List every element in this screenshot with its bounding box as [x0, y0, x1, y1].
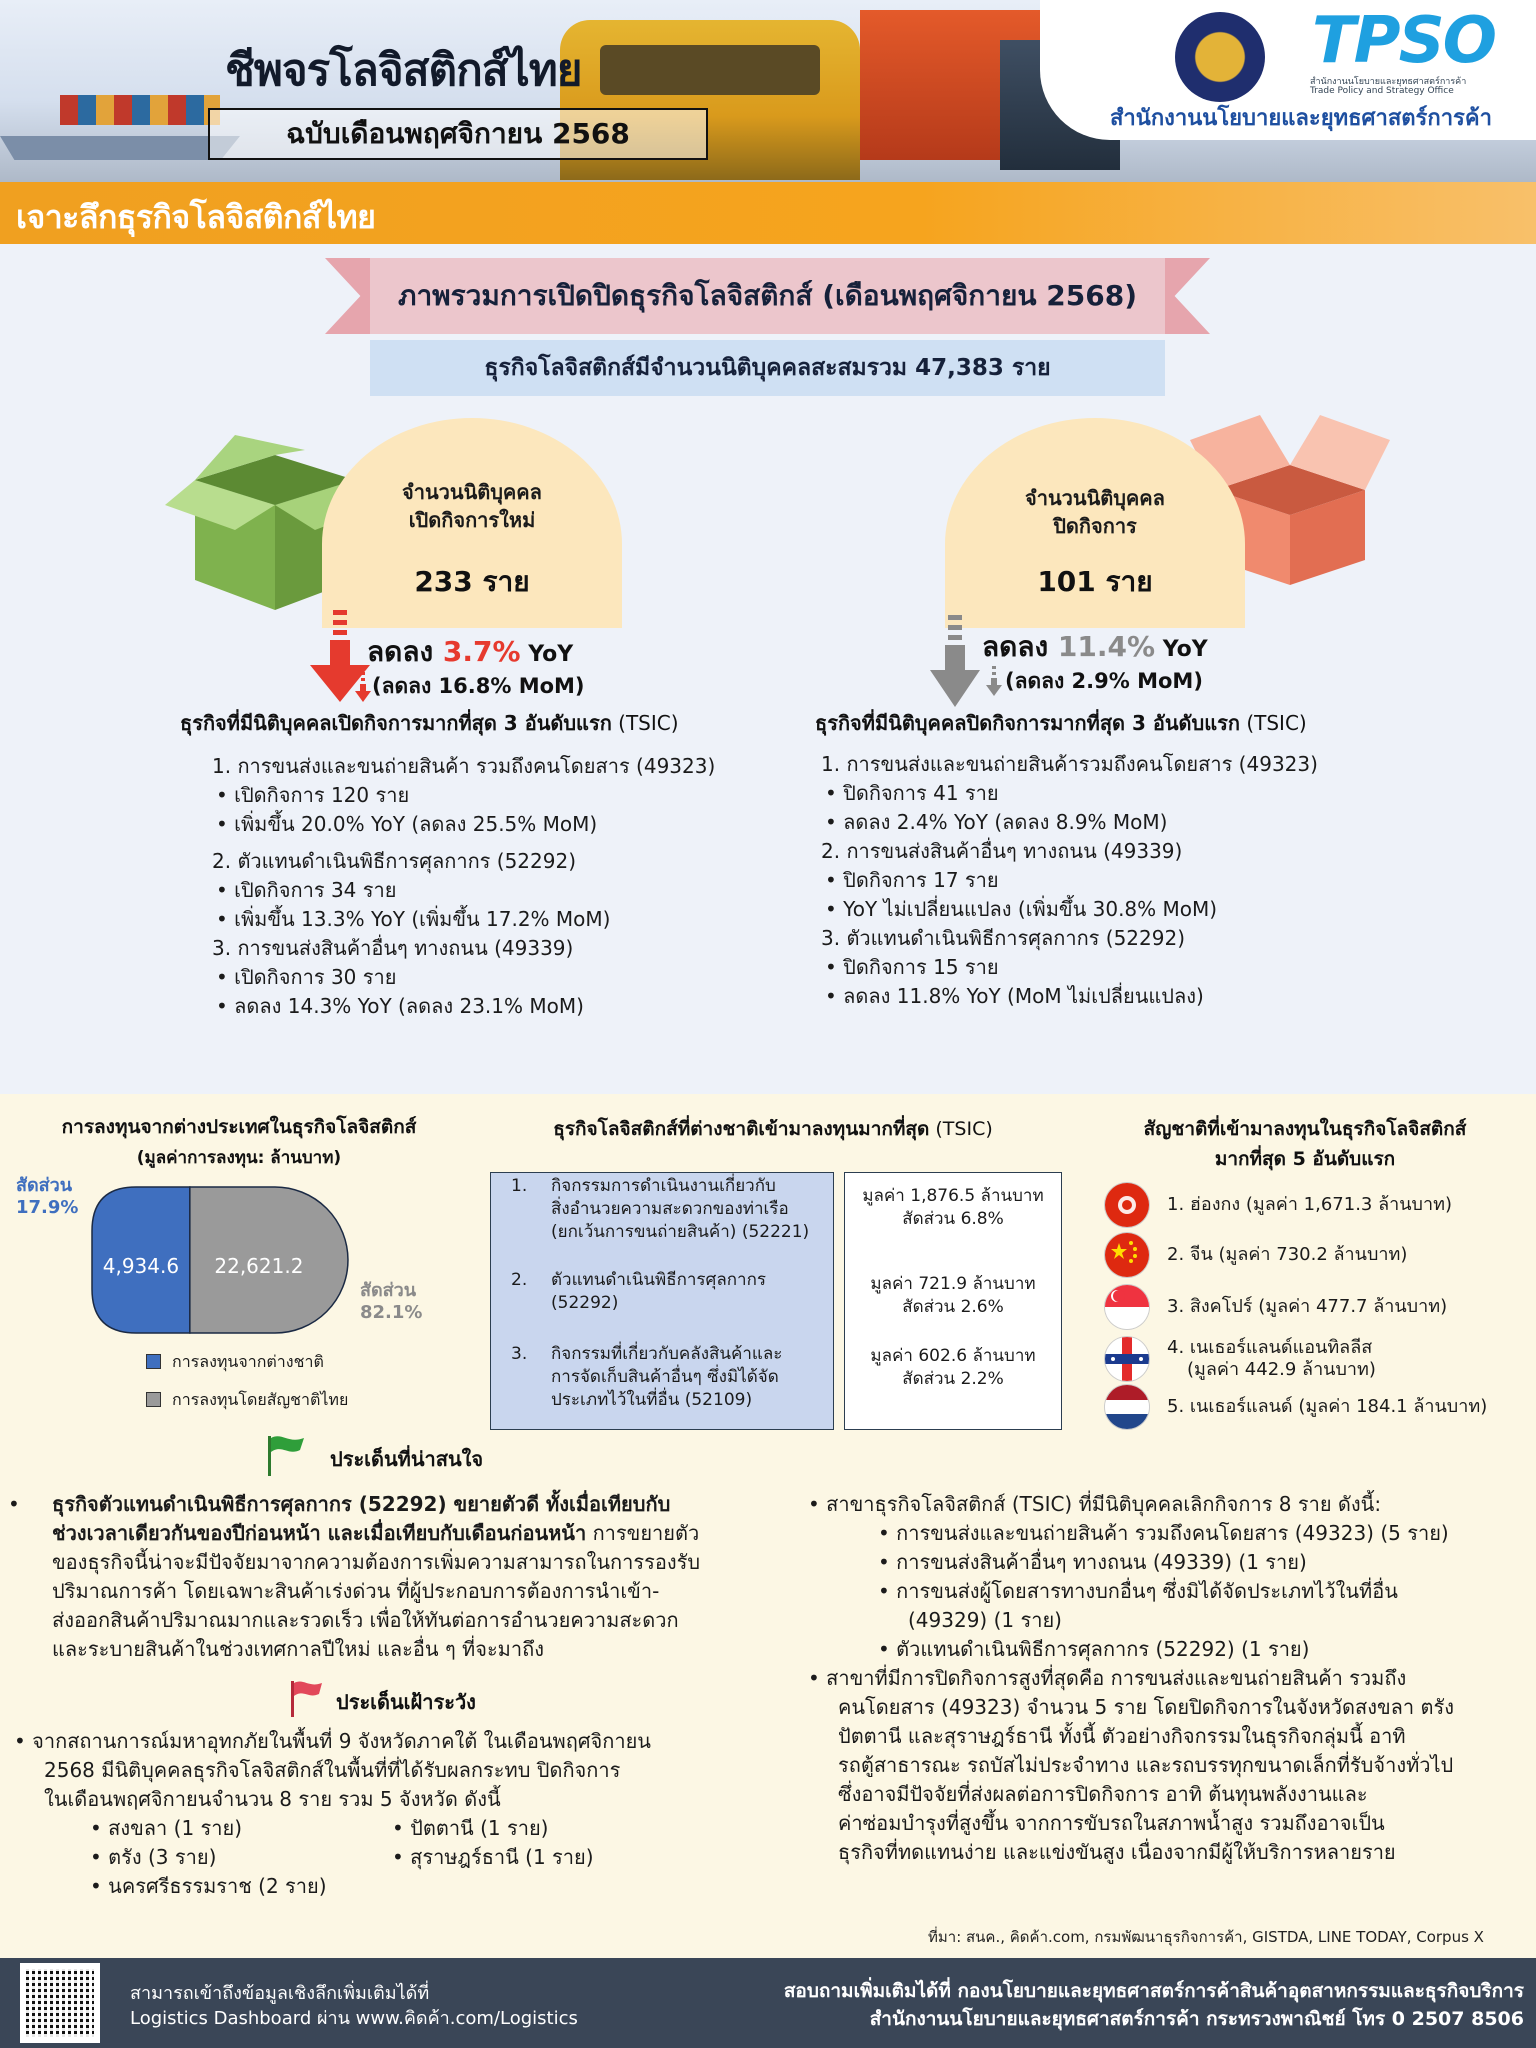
- opened-top3-list: [206, 752, 715, 1021]
- overview-ribbon-inner: [370, 258, 1165, 334]
- foreign-top-tag: (TSIC): [929, 1118, 993, 1140]
- investment-subtitle: (มูลค่าการลงทุน: ล้านบาท): [136, 1148, 342, 1168]
- caution-line: ในเดือนพฤศจิกายนจำนวน 8 ราย รวม 5 จังหวัด ดังนี้: [44, 1787, 501, 1811]
- table-row-value: [845, 1185, 1061, 1231]
- row-line: สิ่งอำนวยความสะดวกของท่าเรือ: [551, 1199, 789, 1219]
- country-label: 3. สิงคโปร์ (มูลค่า 477.7 ล้านบาท): [1167, 1296, 1448, 1317]
- foreign-top-title: [498, 1114, 1048, 1144]
- p1-line: และระบายสินค้าในช่วงเทศกาลปีใหม่ และอื่น ๆ ที่จะมาถึง: [52, 1637, 544, 1661]
- closed-top3-title: ธุรกิจที่มีนิติบุคคลปิดกิจการมากที่สุด 3 อันดับแรก: [815, 711, 1240, 735]
- ministry-emblem-icon: [1175, 12, 1265, 102]
- row-line: ตัวแทนดำเนินพิธีการศุลกากร: [551, 1270, 767, 1290]
- bar-foreign-label: 4,934.6: [102, 1254, 180, 1278]
- p1-line: ปริมาณการค้า โดยเฉพาะสินค้าเร่งด่วน ที่ผู้ประกอบการต้องการนำเข้า-: [52, 1579, 660, 1603]
- province-item: • นครศรีธรรมราช (2 ราย): [90, 1874, 327, 1898]
- closure-sub-item: • การขนส่งสินค้าอื่นๆ ทางถนน (49339) (1 ราย): [878, 1550, 1307, 1574]
- table-row-value: [845, 1345, 1061, 1391]
- caution-heading: ประเด็นเฝ้าระวัง: [336, 1690, 476, 1714]
- qr-code-icon[interactable]: [20, 1963, 100, 2043]
- country-item-singapore: [1105, 1284, 1447, 1330]
- foreign-top-title-text: ธุรกิจโลจิสติกส์ที่ต่างชาติเข้ามาลงทุนมากที่สุด: [553, 1118, 930, 1140]
- list-item-bullet: • ปิดกิจการ 41 ราย: [825, 781, 999, 805]
- p1-bold-2: ช่วงเวลาเดียวกันของปีก่อนหน้า และเมื่อเทียบกับเดือนก่อนหน้า: [52, 1521, 587, 1545]
- foreign-share-value: 17.9%: [16, 1197, 79, 1218]
- list-item-title: 1. การขนส่งและขนถ่ายสินค้ารวมถึงคนโดยสาร (49323): [821, 752, 1318, 776]
- red-flag-icon: [286, 1678, 326, 1718]
- country-label-line: 4. เนเธอร์แลนด์แอนทิลลีส: [1167, 1337, 1373, 1358]
- country-label: 1. ฮ่องกง (มูลค่า 1,671.3 ล้านบาท): [1167, 1194, 1452, 1215]
- closure-line: ธุรกิจที่ทดแทนง่าย และแข่งขันสูง เนื่องจากมีผู้ให้บริการหลายราย: [838, 1840, 1396, 1864]
- row-line: กิจกรรมที่เกี่ยวกับคลังสินค้าและ: [551, 1344, 783, 1364]
- footer-dashboard-link[interactable]: Logistics Dashboard ผ่าน www.คิดค้า.com/Logistics: [130, 2008, 578, 2029]
- thai-share-label: [360, 1280, 422, 1324]
- list-item-bullet: • YoY ไม่เปลี่ยนแปลง (เพิ่มขึ้น 30.8% MoM): [825, 897, 1218, 921]
- opened-label-2: เปิดกิจการใหม่: [408, 508, 536, 532]
- agency-name: สำนักงานนโยบายและยุทธศาสตร์การค้า: [1110, 106, 1492, 131]
- closure-line: ค่าซ่อมบำรุงที่สูงขึ้น จากการขับรถในสภาพน้ำสูง รวมถึงอาจเป็น: [838, 1811, 1385, 1835]
- band-title: เจาะลึกธุรกิจโลจิสติกส์ไทย: [16, 198, 376, 236]
- tpso-logo-sub-th: สำนักงานนโยบายและยุทธศาสตร์การค้า: [1310, 77, 1467, 87]
- list-item-bullet: • เพิ่มขึ้น 20.0% YoY (ลดลง 25.5% MoM): [216, 812, 598, 836]
- china-flag-icon: [1105, 1233, 1149, 1277]
- footer-contact-line-1: สอบถามเพิ่มเติมได้ที่ กองนโยบายและยุทธศาสตร์การค้าสินค้าอุตสาหกรรมและธุรกิจบริการ: [783, 1980, 1524, 2002]
- foreign-share-label: [16, 1175, 78, 1219]
- singapore-flag-icon: [1105, 1285, 1149, 1329]
- list-item-bullet: • ลดลง 2.4% YoY (ลดลง 8.9% MoM): [825, 810, 1168, 834]
- row-line: ประเภทไว้ในที่อื่น (52109): [551, 1390, 753, 1410]
- table-row: [511, 1175, 810, 1242]
- table-row-value: [845, 1273, 1061, 1319]
- row-share: สัดส่วน 2.2%: [902, 1369, 1004, 1389]
- list-item-bullet: • เปิดกิจการ 30 ราย: [216, 965, 397, 989]
- investment-title: การลงทุนจากต่างประเทศในธุรกิจโลจิสติกส์: [61, 1116, 417, 1138]
- main-title: ชีพจรโลจิสติกส์ไทย: [225, 45, 582, 96]
- province-item: • สุราษฎร์ธานี (1 ราย): [392, 1845, 594, 1869]
- legend-thai-label: การลงทุนโดยสัญชาติไทย: [172, 1390, 349, 1409]
- province-item: • สงขลา (1 ราย): [90, 1816, 243, 1840]
- row-value: มูลค่า 602.6 ล้านบาท: [870, 1346, 1036, 1366]
- caution-paragraph: [14, 1727, 804, 1814]
- list-item-title: 3. ตัวแทนดำเนินพิธีการศุลกากร (52292): [821, 926, 1186, 950]
- opened-top3-heading: [180, 707, 679, 739]
- country-label: 2. จีน (มูลค่า 730.2 ล้านบาท): [1167, 1244, 1408, 1265]
- opened-label-1: จำนวนนิติบุคคล: [402, 480, 542, 504]
- row-text: [551, 1175, 809, 1244]
- tpso-logo: TPSO: [1312, 4, 1496, 78]
- closure-sub-item: • การขนส่งและขนถ่ายสินค้า รวมถึงคนโดยสาร (49323) (5 ราย): [878, 1521, 1449, 1545]
- closed-change-pct: 11.4%: [1057, 630, 1156, 663]
- opened-change-prefix: ลดลง: [367, 635, 443, 668]
- netherlands-antilles-flag-icon: [1105, 1337, 1149, 1381]
- closed-change-suffix: YoY: [1155, 637, 1208, 662]
- closure-sub-item: (49329) (1 ราย): [908, 1608, 1062, 1632]
- foreign-top-table: [490, 1172, 834, 1430]
- closure-line: • สาขาที่มีการปิดกิจการสูงที่สุดคือ การขนส่งและขนถ่ายสินค้า รวมถึง: [808, 1666, 1407, 1690]
- opened-top3-title: ธุรกิจที่มีนิติบุคคลเปิดกิจการมากที่สุด 3 อันดับแรก: [180, 711, 612, 735]
- nationalities-title-2: มากที่สุด 5 อันดับแรก: [1214, 1148, 1396, 1170]
- investment-chart: [90, 1185, 350, 1335]
- share-word: สัดส่วน: [360, 1280, 417, 1301]
- opened-value: 233 ราย: [414, 565, 530, 598]
- row-share: สัดส่วน 6.8%: [902, 1209, 1004, 1229]
- country-item-china: [1105, 1232, 1407, 1278]
- p1-bullet: •: [8, 1492, 20, 1516]
- closed-label-1: จำนวนนิติบุคคล: [1025, 486, 1165, 510]
- edition-box: [208, 108, 708, 160]
- closure-sub-item: • ตัวแทนดำเนินพิธีการศุลกากร (52292) (1 ราย): [878, 1637, 1310, 1661]
- row-text: [551, 1343, 782, 1412]
- hong-kong-flag-icon: [1105, 1183, 1149, 1227]
- p1-rest-1: การขยายตัว: [586, 1521, 700, 1545]
- province-item: • ปัตตานี (1 ราย): [392, 1816, 549, 1840]
- containers-illustration: [60, 95, 220, 125]
- opened-change-suffix: YoY: [520, 642, 574, 667]
- list-item-title: 1. การขนส่งและขนถ่ายสินค้า รวมถึงคนโดยสาร (49323): [212, 754, 716, 778]
- tpso-logo-sub-en: Trade Policy and Strategy Office: [1310, 86, 1454, 96]
- closure-branches: [808, 1490, 1528, 1867]
- list-item-bullet: • ลดลง 11.8% YoY (MoM ไม่เปลี่ยนแปลง): [825, 984, 1204, 1008]
- title-box: [205, 30, 745, 96]
- interesting-heading: ประเด็นที่น่าสนใจ: [330, 1447, 484, 1471]
- list-item-bullet: • ปิดกิจการ 17 ราย: [825, 868, 999, 892]
- legend-foreign-label: การลงทุนจากต่างชาติ: [172, 1352, 324, 1371]
- row-value: มูลค่า 1,876.5 ล้านบาท: [862, 1186, 1044, 1206]
- footer-dashboard-line-1: สามารถเข้าถึงข้อมูลเชิงลึกเพิ่มเติมได้ที่: [130, 1983, 430, 2004]
- small-down-arrow-grey-icon: [985, 666, 1003, 696]
- closure-line: คนโดยสาร (49323) จำนวน 5 ราย โดยปิดกิจการในจังหวัดสงขลา ตรัง: [838, 1695, 1454, 1719]
- p1-bold-1: ธุรกิจตัวแทนดำเนินพิธีการศุลกากร (52292) ขยายตัวดี ทั้งเมื่อเทียบกับ: [52, 1492, 671, 1516]
- legend-foreign-swatch: [146, 1354, 161, 1369]
- list-item-title: 2. ตัวแทนดำเนินพิธีการศุลกากร (52292): [212, 849, 577, 873]
- list-item-bullet: • เปิดกิจการ 34 ราย: [216, 878, 397, 902]
- country-label: 5. เนเธอร์แลนด์ (มูลค่า 184.1 ล้านบาท): [1167, 1396, 1488, 1417]
- country-label-line: (มูลค่า 442.9 ล้านบาท): [1187, 1359, 1376, 1380]
- table-row: [511, 1269, 767, 1313]
- row-number: 2.: [511, 1270, 528, 1290]
- closed-mom-change: (ลดลง 2.9% MoM): [1005, 669, 1203, 693]
- caution-line: 2568 มีนิติบุคคลธุรกิจโลจิสติกส์ในพื้นที่ที่ได้รับผลกระทบ ปิดกิจการ: [44, 1758, 621, 1782]
- row-number: 1.: [511, 1176, 528, 1196]
- small-down-arrow-red-icon: [354, 672, 372, 702]
- closure-line: • สาขาธุรกิจโลจิสติกส์ (TSIC) ที่มีนิติบุคคลเลิกกิจการ 8 ราย ดังนี้:: [808, 1492, 1382, 1516]
- closed-change-prefix: ลดลง: [982, 630, 1058, 663]
- row-line: (52292): [551, 1293, 619, 1313]
- list-item-title: 2. การขนส่งสินค้าอื่นๆ ทางถนน (49339): [821, 839, 1183, 863]
- country-label: [1167, 1337, 1376, 1381]
- p1-line: ของธุรกิจนี้น่าจะมีปัจจัยมาจากความต้องการเพิ่มความสามารถในการรองรับ: [52, 1550, 701, 1574]
- opened-change-pct: 3.7%: [442, 635, 521, 668]
- closed-value: 101 ราย: [1037, 565, 1153, 598]
- overview-title: ภาพรวมการเปิดปิดธุรกิจโลจิสติกส์ (เดือนพฤศจิกายน 2568): [397, 279, 1137, 312]
- interesting-paragraph: [52, 1490, 802, 1664]
- province-item: • ตรัง (3 ราย): [90, 1845, 217, 1869]
- green-flag-icon: [262, 1432, 308, 1476]
- row-line: กิจกรรมการดำเนินงานเกี่ยวกับ: [551, 1176, 776, 1196]
- list-item-title: 3. การขนส่งสินค้าอื่นๆ ทางถนน (49339): [212, 936, 574, 960]
- closure-line: รถตู้สาธารณะ รถบัสไม่ประจำทาง และรถบรรทุกขนาดเล็กที่รับจ้างทั่วไป: [838, 1753, 1454, 1777]
- closed-top3-tag: (TSIC): [1239, 711, 1307, 735]
- netherlands-flag-icon: [1105, 1385, 1149, 1429]
- closed-top3-list: [815, 750, 1318, 1011]
- closure-line: ปัตตานี และสุราษฎร์ธานี ทั้งนี้ ตัวอย่างกิจกรรมในธุรกิจกลุ่มนี้ อาทิ: [838, 1724, 1406, 1748]
- p1-line: ส่งออกสินค้าปริมาณมากและรวดเร็ว เพื่อให้ทันต่อการอำนวยความสะดวก: [52, 1608, 679, 1632]
- cumulative-ribbon: [370, 340, 1165, 396]
- foreign-top-values: [844, 1172, 1062, 1430]
- footer-contact-line-2: สำนักงานนโยบายและยุทธศาสตร์การค้า กระทรวงพาณิชย์ โทร 0 2507 8506: [869, 2008, 1524, 2030]
- caution-line: • จากสถานการณ์มหาอุทกภัยในพื้นที่ 9 จังหวัดภาคใต้ ในเดือนพฤศจิกายน: [14, 1729, 651, 1753]
- row-number: 3.: [511, 1344, 528, 1364]
- closure-line: ซึ่งอาจมีปัจจัยที่ส่งผลต่อการปิดกิจการ อาทิ ต้นทุนพลังงานและ: [838, 1782, 1368, 1806]
- list-item-bullet: • เปิดกิจการ 120 ราย: [216, 783, 410, 807]
- opened-top3-tag: (TSIC): [611, 711, 679, 735]
- sources-note: ที่มา: สนค., คิดค้า.com, กรมพัฒนาธุรกิจการค้า, GISTDA, LINE TODAY, Corpus X: [928, 1928, 1484, 1946]
- thai-share-value: 82.1%: [360, 1302, 423, 1323]
- closure-sub-item: • การขนส่งผู้โดยสารทางบกอื่นๆ ซึ่งมิได้จัดประเภทไว้ในที่อื่น: [878, 1579, 1398, 1603]
- list-item-bullet: • เพิ่มขึ้น 13.3% YoY (เพิ่มขึ้น 17.2% MoM): [216, 907, 611, 931]
- row-line: (ยกเว้นการขนถ่ายสินค้า) (52221): [551, 1222, 810, 1242]
- nationalities-title-1: สัญชาติที่เข้ามาลงทุนในธุรกิจโลจิสติกส์: [1143, 1118, 1467, 1140]
- row-share: สัดส่วน 2.6%: [902, 1297, 1004, 1317]
- opened-mom-change: (ลดลง 16.8% MoM): [372, 674, 585, 698]
- down-arrow-grey-icon: [930, 615, 980, 707]
- country-item-netherlands-antilles: [1105, 1336, 1376, 1382]
- country-item-netherlands: [1105, 1384, 1487, 1430]
- list-item-bullet: • ปิดกิจการ 15 ราย: [825, 955, 999, 979]
- table-row: [511, 1343, 783, 1410]
- closed-label-2: ปิดกิจการ: [1053, 514, 1137, 538]
- section-band: [0, 182, 1536, 244]
- share-word: สัดส่วน: [16, 1175, 73, 1196]
- legend-thai-swatch: [146, 1392, 161, 1407]
- row-line: การจัดเก็บสินค้าอื่นๆ ซึ่งมิได้จัด: [551, 1367, 779, 1387]
- closed-yoy-change: [982, 625, 1208, 669]
- closed-top3-heading: [815, 707, 1307, 739]
- bar-thai-label: 22,621.2: [214, 1254, 304, 1278]
- cumulative-count: ธุรกิจโลจิสติกส์มีจำนวนนิติบุคคลสะสมรวม 47,383 ราย: [484, 355, 1051, 381]
- opened-yoy-change: [367, 630, 573, 674]
- country-item-hong-kong: [1105, 1182, 1452, 1228]
- list-item-bullet: • ลดลง 14.3% YoY (ลดลง 23.1% MoM): [216, 994, 584, 1018]
- row-value: มูลค่า 721.9 ล้านบาท: [870, 1274, 1036, 1294]
- row-text: [551, 1269, 766, 1315]
- edition-label: ฉบับเดือนพฤศจิกายน 2568: [286, 117, 630, 150]
